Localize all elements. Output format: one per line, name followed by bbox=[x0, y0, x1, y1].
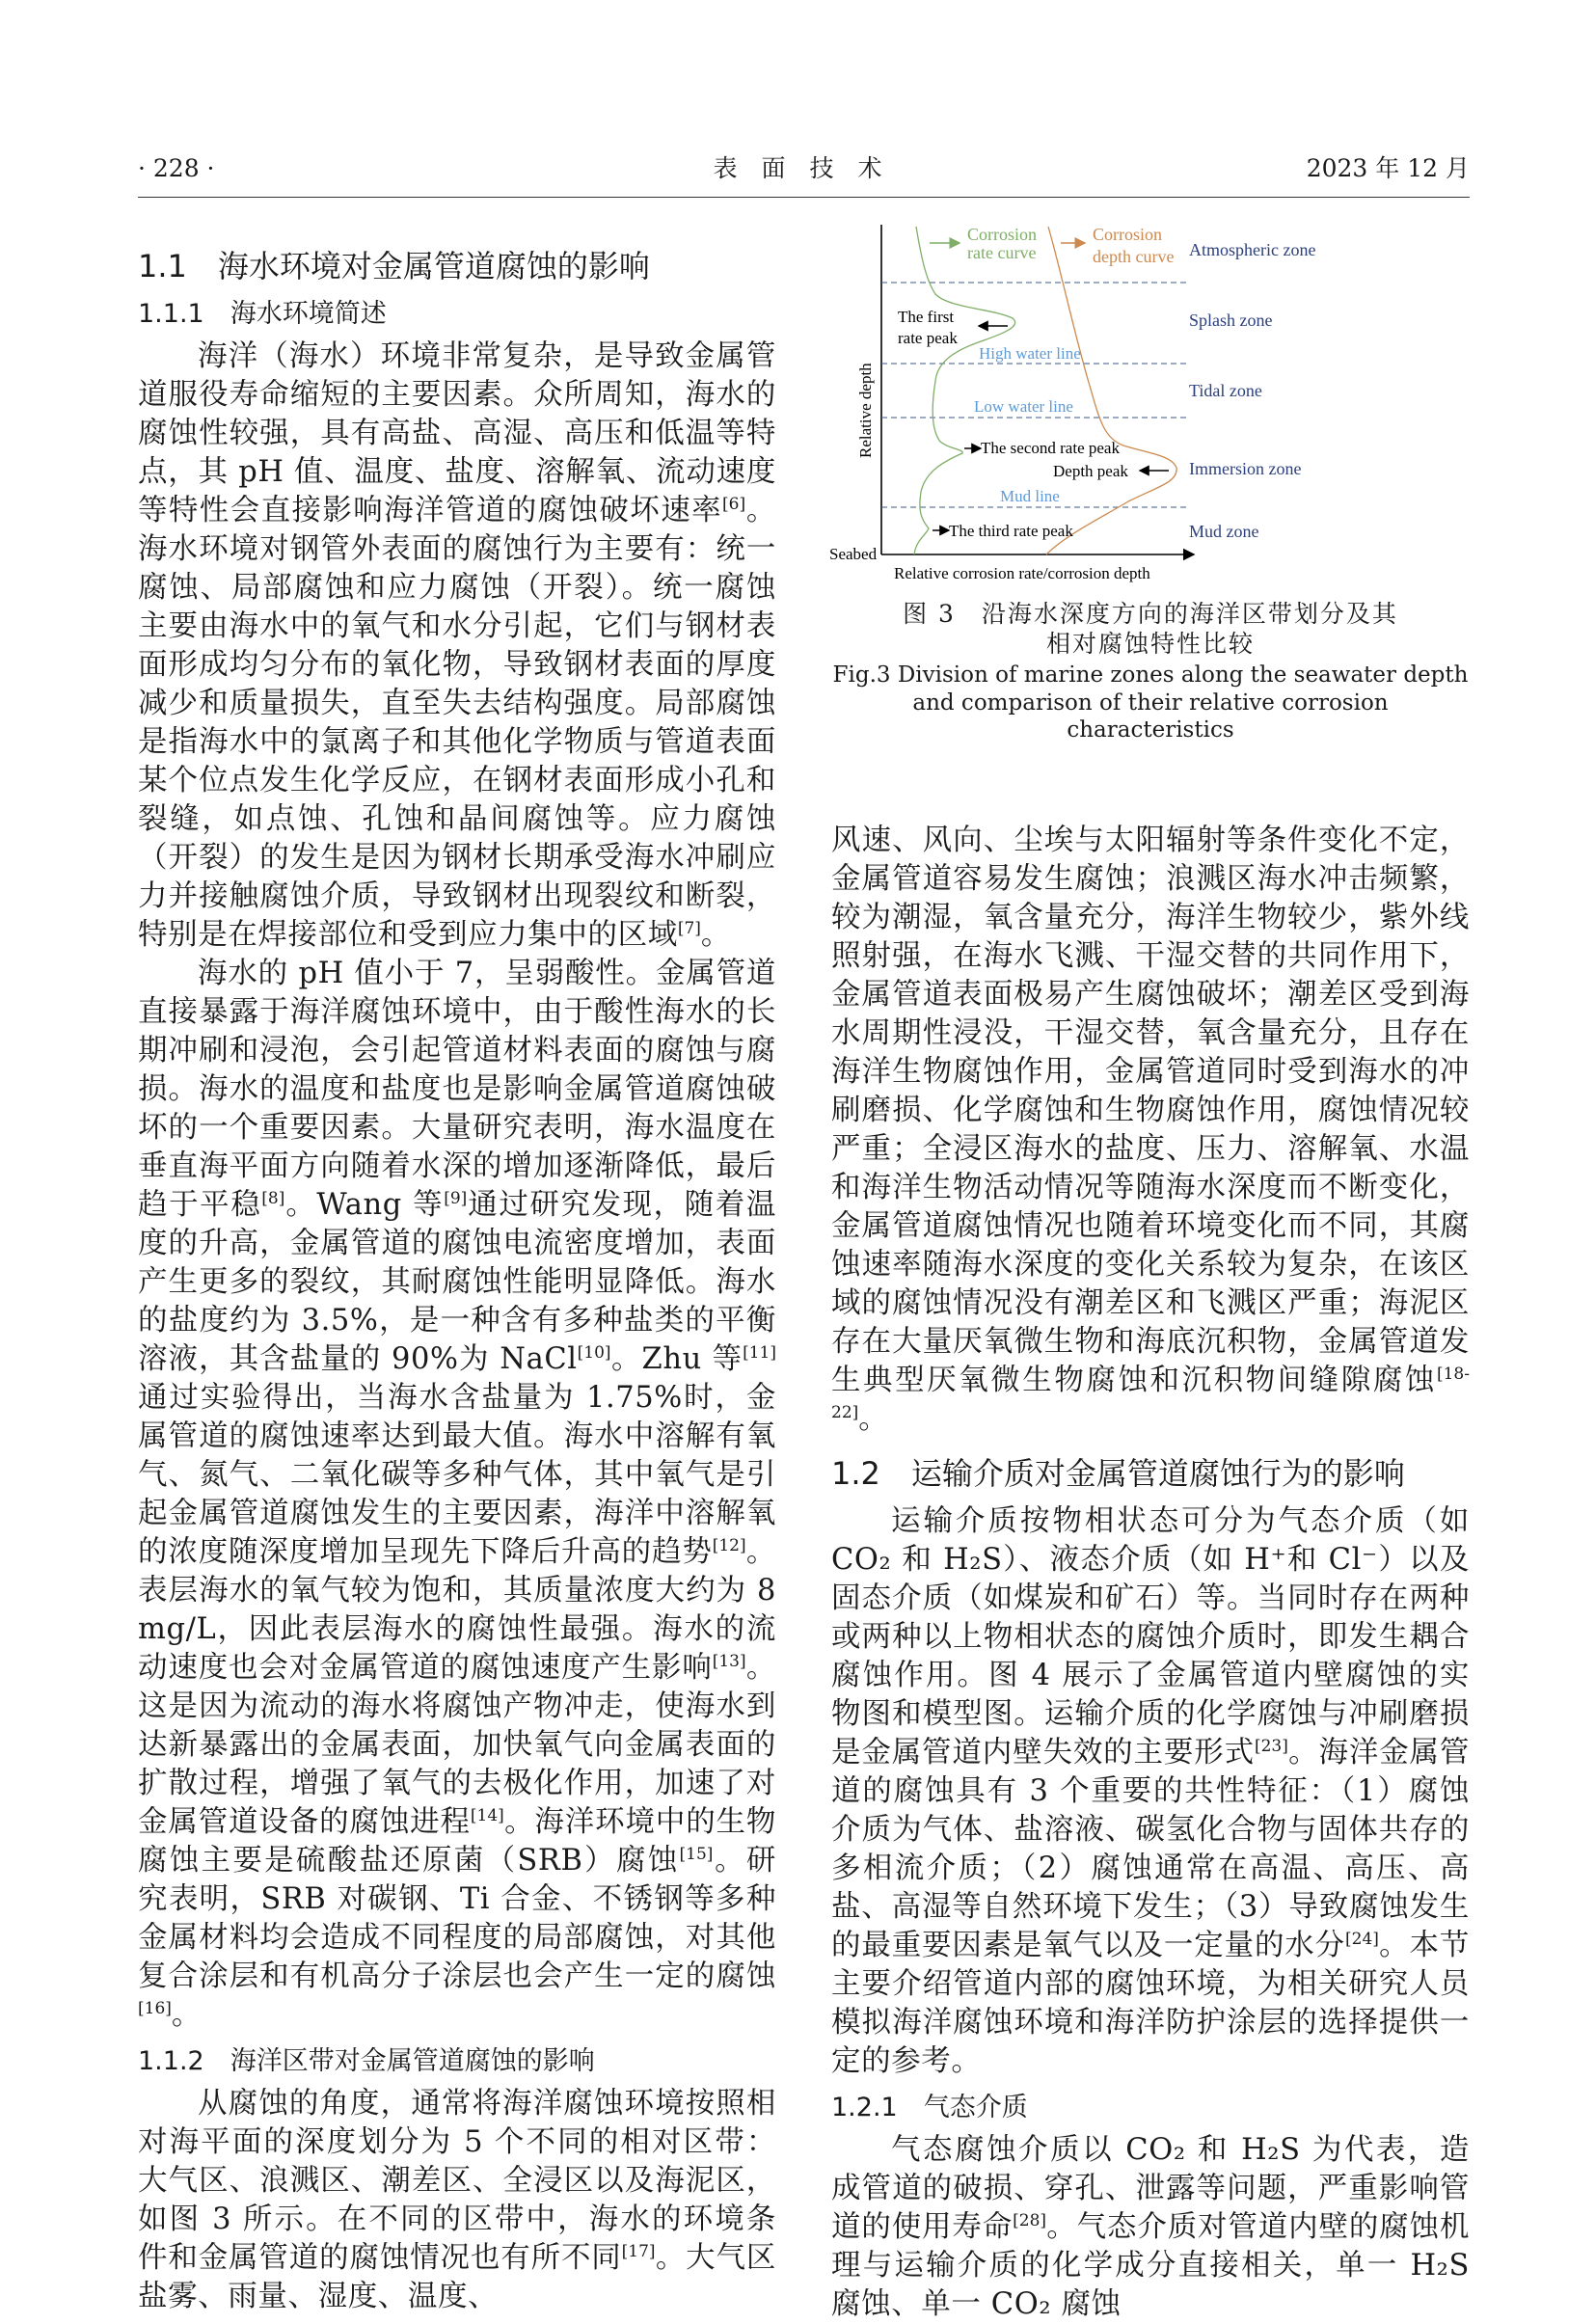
text-segment: 。Wang 等 bbox=[284, 1188, 445, 1222]
citation: [14] bbox=[470, 1805, 504, 1825]
citation: [28] bbox=[1013, 2210, 1047, 2230]
corrosion-rate-curve bbox=[914, 227, 1015, 554]
paragraph bbox=[831, 2131, 1470, 2324]
text-segment: 。 bbox=[858, 1402, 889, 1436]
paragraph bbox=[138, 955, 776, 2035]
zone-label-immersion: Immersion zone bbox=[1189, 459, 1302, 478]
first-peak-label-line2: rate peak bbox=[898, 329, 958, 347]
issue-date: 2023 年 12 月 bbox=[1306, 154, 1470, 182]
citation: [8] bbox=[261, 1188, 285, 1208]
subsection-heading-1-2-1: 1.2.1 气态介质 bbox=[831, 2093, 1028, 2122]
figure-3-diagram bbox=[829, 212, 1485, 598]
text-segment: 。表层海水的氧气较为饱和，其质量浓度大约为 8 mg/L，因此表层海水的腐蚀性最强。海水的流动速度也会对金属管道的腐蚀速度产生影响 bbox=[138, 1535, 776, 1685]
text-segment: 风速、风向、尘埃与太阳辐射等条件变化不定，金属管道容易发生腐蚀；浪溅区海水冲击频繁，较为潮湿，氧含量充分，海洋生物较少，紫外线照射强，在海水飞溅、干湿交替的共同作用下，金属管道表面极易产生腐蚀破坏；潮差区受到海水周期性浸没，干湿交替，氧含量充分，且存在海洋生物腐蚀作用，金属管道同时受到海水的冲刷磨损、化学腐蚀和生物腐蚀作用，腐蚀情况较严重；全浸区海水的盐度、压力、溶解氧、水温和海洋生物活动情况等随海水深度而不断变化，金属管道腐蚀情况也随着环境变化而不同，其腐蚀速率随海水深度的变化关系较为复杂，在该区域的腐蚀情况没有潮差区和飞溅区严重；海泥区存在大量厌氧微生物和海底沉积物，金属管道发生典型厌氧微生物腐蚀和沉积物间缝隙腐蚀 bbox=[831, 824, 1470, 1397]
citation: [24] bbox=[1345, 1929, 1379, 1949]
zone-label-tidal: Tidal zone bbox=[1189, 381, 1262, 400]
text-segment: 。气态介质对管道内壁的腐蚀机理与运输介质的化学成分直接相关，单一 H₂S 腐蚀、单一 CO₂ 腐蚀 bbox=[831, 2210, 1470, 2321]
text-segment: 气态腐蚀介质以 CO₂ 和 H₂S 为代表，造成管道的破损、穿孔、泄露等问题，严重影响管道的使用寿命 bbox=[831, 2133, 1470, 2244]
citation: [12] bbox=[712, 1535, 746, 1555]
text-segment: 海水的 pH 值小于 7，呈弱酸性。金属管道直接暴露于海洋腐蚀环境中，由于酸性海水的长期冲刷和浸泡，会引起管道材料表面的腐蚀与腐损。海水的温度和盐度也是影响金属管道腐蚀破坏的一个重要因素。大量研究表明，海水温度在垂直海平面方向随着水深的增加逐渐降低，最后趋于平稳 bbox=[138, 957, 776, 1222]
citation: [17] bbox=[621, 2241, 656, 2261]
legend-depth-line2: depth curve bbox=[1093, 247, 1175, 266]
text-segment: 。海洋环境中的生物腐蚀主要是硫酸盐还原菌（SRB）腐蚀 bbox=[138, 1805, 776, 1878]
text-segment: 。 bbox=[171, 1998, 203, 2032]
citation: [15] bbox=[679, 1844, 714, 1864]
first-peak-label-line1: The first bbox=[898, 308, 955, 326]
text-segment: 海洋（海水）环境非常复杂，是导致金属管道服役寿命缩短的主要因素。众所周知，海水的腐蚀性较强，具有高盐、高湿、高压和低温等特点，其 pH 值、温度、盐度、溶解氧、流动速度等特性会直接影响海洋管道的腐蚀破坏速率 bbox=[138, 339, 776, 527]
subsection-heading-1-1-2: 1.1.2 海洋区带对金属管道腐蚀的影响 bbox=[138, 2046, 595, 2076]
citation: [13] bbox=[712, 1651, 746, 1671]
text-segment: 。本节主要介绍管道内部的腐蚀环境，为相关研究人员模拟海洋腐蚀环境和海洋防护涂层的选择提供一定的参考。 bbox=[831, 1929, 1470, 2078]
citation: [11] bbox=[743, 1342, 776, 1363]
depth-peak-label: Depth peak bbox=[1053, 462, 1128, 480]
citation: [7] bbox=[677, 918, 701, 938]
subsection-heading-1-1-1: 1.1.1 海水环境简述 bbox=[138, 299, 387, 329]
seabed-label: Seabed bbox=[829, 545, 878, 563]
figure-caption-en-line1: Fig.3 Division of marine zones along the seawater depth bbox=[832, 662, 1469, 688]
text-segment: 通过研究发现，随着温度的升高，金属管道的腐蚀电流密度增加，表面产生更多的裂纹，其耐腐蚀性能明显降低。海水的盐度约为 3.5%，是一种含有多种盐类的平衡溶液，其含盐量的 90%为 NaCl bbox=[138, 1188, 776, 1376]
figure-caption-en-line2: and comparison of their relative corrosion characteristics bbox=[912, 690, 1389, 743]
text-segment: 。Zhu 等 bbox=[610, 1342, 743, 1376]
text-segment: 从腐蚀的角度，通常将海洋腐蚀环境按照相对海平面的深度划分为 5 个不同的相对区带：大气区、浪溅区、潮差区、全浸区以及海泥区，如图 3 所示。在不同的区带中，海水的环境条件和金属管道的腐蚀情况也有所不同 bbox=[138, 2087, 776, 2275]
paragraph bbox=[138, 2085, 776, 2316]
text-segment: 通过实验得出，当海水含盐量为 1.75%时，金属管道的腐蚀速率达到最大值。海水中溶解有氧气、氮气、二氧化碳等多种气体，其中氧气是引起金属管道腐蚀发生的主要因素，海洋中溶解氧的浓度随深度增加呈现先下降后升高的趋势 bbox=[138, 1381, 776, 1569]
zone-label-atmospheric: Atmospheric zone bbox=[1189, 240, 1316, 259]
zone-label-splash: Splash zone bbox=[1189, 311, 1273, 330]
right-column bbox=[831, 822, 1470, 2324]
figure-caption-cn-line1: 图 3 沿海水深度方向的海洋区带划分及其 bbox=[903, 600, 1398, 628]
third-peak-label: The third rate peak bbox=[949, 522, 1073, 540]
mud-line-label: Mud line bbox=[1000, 487, 1060, 505]
y-axis-label: Relative depth bbox=[856, 363, 875, 458]
zone-label-mud: Mud zone bbox=[1189, 522, 1259, 541]
citation: [23] bbox=[1254, 1736, 1288, 1756]
paragraph bbox=[831, 822, 1470, 1439]
text-segment: 。海水环境对钢管外表面的腐蚀行为主要有：统一腐蚀、局部腐蚀和应力腐蚀（开裂）。统一腐蚀主要由海水中的氧气和水分引起，它们与钢材表面形成均匀分布的氧化物，导致钢材表面的厚度减少和质量损失，直至失去结构强度。局部腐蚀是指海水中的氯离子和其他化学物质与管道表面某个位点发生化学反应，在钢材表面形成小孔和裂缝，如点蚀、孔蚀和晶间腐蚀等。应力腐蚀（开裂）的发生是因为钢材长期承受海水冲刷应力并接触腐蚀介质，导致钢材出现裂纹和断裂，特别是在焊接部位和受到应力集中的区域 bbox=[138, 494, 776, 952]
legend-rate-line2: rate curve bbox=[967, 243, 1037, 262]
legend-depth-line1: Corrosion bbox=[1093, 225, 1162, 244]
citation: [10] bbox=[577, 1342, 611, 1363]
text-segment: 。大气区盐雾、雨量、湿度、温度、 bbox=[138, 2241, 776, 2313]
figure-caption-cn-line2: 相对腐蚀特性比较 bbox=[1045, 630, 1255, 658]
citation: [9] bbox=[444, 1188, 468, 1208]
citation: [16] bbox=[138, 1998, 172, 2018]
paragraph bbox=[138, 338, 776, 955]
section-heading-1-1: 1.1 海水环境对金属管道腐蚀的影响 bbox=[138, 248, 650, 284]
text-segment: 。海洋金属管道的腐蚀具有 3 个重要的共性特征：（1）腐蚀介质为气体、盐溶液、碳氢化合物与固体共存的多相流介质；（2）腐蚀通常在高温、高压、高盐、高湿等自然环境下发生；（3）导致腐蚀发生的最重要因素是氧气以及一定量的水分 bbox=[831, 1736, 1470, 1962]
text-segment: 。这是因为流动的海水将腐蚀产物冲走，使海水到达新暴露出的金属表面，加快氧气向金属表面的扩散过程，增强了氧气的去极化作用，加速了对金属管道设备的腐蚀进程 bbox=[138, 1651, 776, 1839]
left-column bbox=[138, 245, 776, 2316]
citation: [18-22] bbox=[831, 1364, 1470, 1422]
section-heading-1-2: 1.2 运输介质对金属管道腐蚀行为的影响 bbox=[831, 1455, 1405, 1492]
header-rule bbox=[138, 197, 1470, 198]
text-segment: 。 bbox=[700, 918, 732, 952]
journal-name: 表 面 技 术 bbox=[713, 154, 882, 182]
legend-rate-line1: Corrosion bbox=[967, 225, 1037, 244]
paragraph bbox=[831, 1502, 1470, 2081]
corrosion-depth-curve bbox=[1046, 227, 1176, 554]
citation: [6] bbox=[722, 494, 746, 514]
text-segment: 。研究表明，SRB 对碳钢、Ti 合金、不锈钢等多种金属材料均会造成不同程度的局部腐蚀，对其他复合涂层和有机高分子涂层也会产生一定的腐蚀 bbox=[138, 1844, 776, 1993]
high-water-line-label: High water line bbox=[979, 344, 1081, 363]
x-axis-label: Relative corrosion rate/corrosion depth bbox=[894, 564, 1150, 582]
text-segment: 运输介质按物相状态可分为气态介质（如 CO₂ 和 H₂S）、液态介质（如 H⁺和 Cl⁻）以及固态介质（如煤炭和矿石）等。当同时存在两种或两种以上物相状态的腐蚀介质时，即发生耦合腐蚀作用。图 4 展示了金属管道内壁腐蚀的实物图和模型图。运输介质的化学腐蚀与冲刷磨损是金属管道内壁失效的主要形式 bbox=[831, 1504, 1470, 1770]
low-water-line-label: Low water line bbox=[974, 397, 1073, 416]
page-number: · 228 · bbox=[138, 154, 215, 182]
second-peak-label: The second rate peak bbox=[981, 439, 1120, 457]
